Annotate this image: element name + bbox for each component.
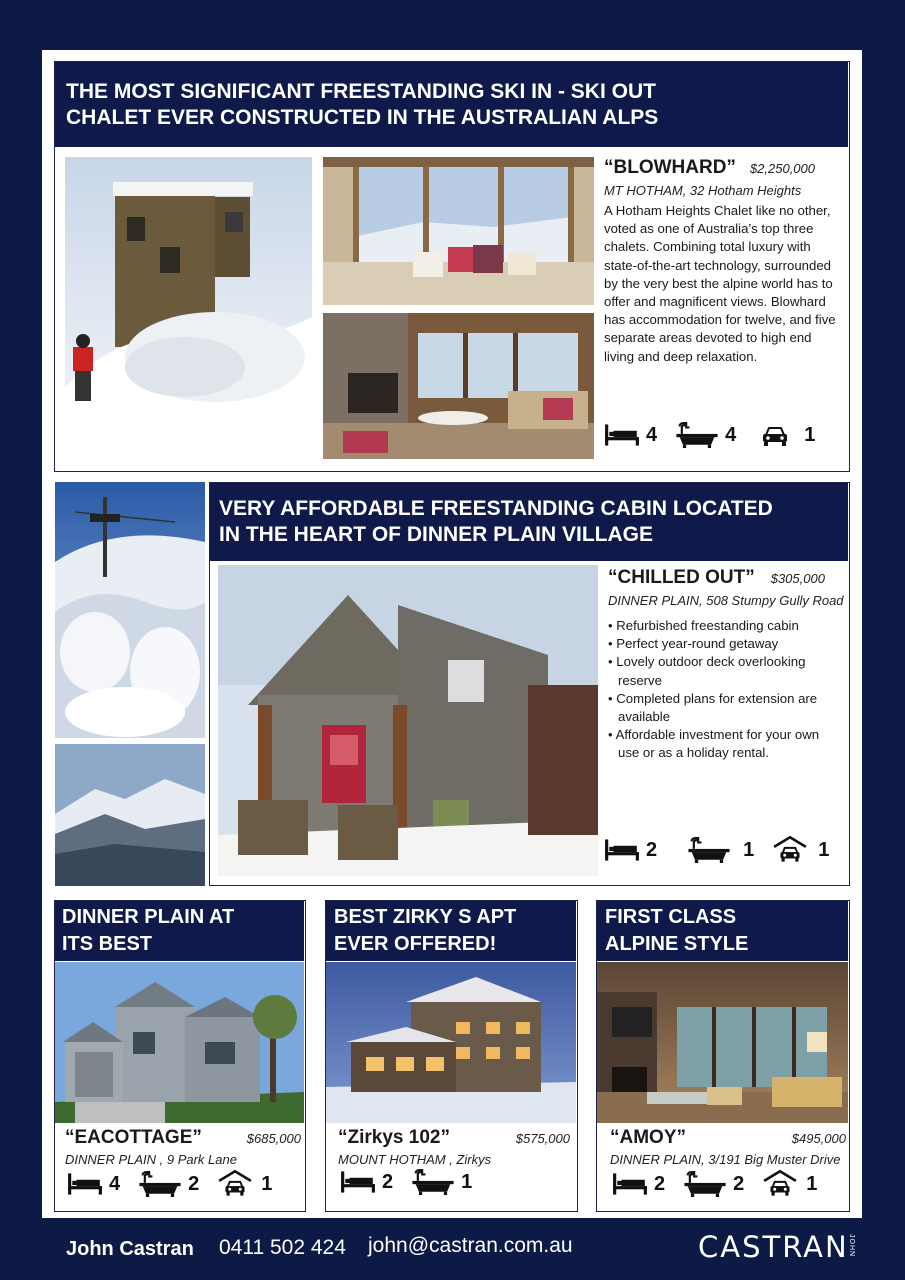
bed-icon — [604, 422, 640, 448]
garage-icon — [762, 1169, 798, 1199]
listing-heading — [55, 901, 304, 961]
baths-feature — [138, 1171, 199, 1197]
beds-count: 2 — [654, 1172, 666, 1195]
cars-count: 1 — [806, 1172, 818, 1195]
car-icon — [760, 422, 790, 448]
castran-logo: CASTRAN — [698, 1230, 849, 1264]
beds-count: 4 — [109, 1172, 121, 1195]
heading-line-1: BEST ZIRKY S APT — [334, 906, 517, 928]
baths-count: 2 — [188, 1172, 200, 1195]
feature-bullet: • Lovely outdoor deck overlooking reserve — [608, 653, 836, 689]
property-name: “CHILLED OUT” — [608, 567, 755, 588]
bath-icon — [683, 1171, 727, 1197]
property-name: “BLOWHARD” — [604, 157, 736, 178]
bath-icon — [687, 837, 731, 863]
bed-icon — [67, 1171, 103, 1197]
cars-count: 1 — [818, 838, 830, 861]
heading-line-1: FIRST CLASS — [605, 906, 737, 928]
chairlift-snow-photo — [55, 482, 205, 738]
property-name: “EACOTTAGE” — [65, 1127, 202, 1148]
property-address: MT HOTHAM, 32 Hotham Heights — [604, 183, 802, 198]
feature-bullet: • Refurbished freestanding cabin — [608, 617, 836, 635]
bed-icon — [612, 1171, 648, 1197]
listing-heading — [597, 901, 848, 961]
property-address: MOUNT HOTHAM , Zirkys — [338, 1152, 492, 1167]
listing-heading — [210, 483, 848, 561]
bed-icon — [604, 837, 640, 863]
amoy-interior-photo — [597, 962, 848, 1123]
baths-feature — [411, 1169, 472, 1195]
beds-count: 4 — [646, 423, 658, 446]
feature-bullet: • Perfect year-round getaway — [608, 635, 836, 653]
baths-count: 4 — [725, 423, 737, 446]
property-price: $2,250,000 — [749, 161, 816, 176]
heading-line-2: EVER OFFERED! — [334, 933, 497, 955]
property-price: $575,000 — [515, 1131, 570, 1146]
castran-logo-sub: JOHN — [848, 1234, 855, 1258]
feature-icons — [340, 1169, 490, 1195]
garage-icon — [772, 835, 808, 865]
property-price: $685,000 — [246, 1131, 301, 1146]
property-address: DINNER PLAIN , 9 Park Lane — [65, 1152, 237, 1167]
snowy-mountains-photo — [55, 744, 205, 886]
cars-feature — [217, 1169, 272, 1199]
eacottage-photo — [55, 962, 304, 1123]
feature-icons — [67, 1169, 290, 1199]
bath-icon — [138, 1171, 182, 1197]
cars-count: 1 — [804, 423, 816, 446]
property-price: $495,000 — [791, 1131, 846, 1146]
zirkys-photo — [326, 962, 576, 1123]
beds-feature — [604, 422, 657, 448]
heading-line-2: IN THE HEART OF DINNER PLAIN VILLAGE — [219, 523, 654, 546]
beds-feature — [604, 837, 657, 863]
listing-heading — [55, 62, 848, 147]
baths-count: 2 — [733, 1172, 745, 1195]
property-name: “Zirkys 102” — [338, 1127, 450, 1148]
fireplace-lounge-photo — [323, 313, 594, 459]
bath-icon — [675, 422, 719, 448]
feature-icons — [604, 835, 847, 865]
beds-feature — [340, 1169, 393, 1195]
property-address: DINNER PLAIN, 3/191 Big Muster Drive — [610, 1152, 841, 1167]
listing-blowhard — [54, 61, 850, 472]
property-address: DINNER PLAIN, 508 Stumpy Gully Road — [608, 593, 844, 608]
heading-line-2: ALPINE STYLE — [605, 933, 749, 955]
beds-feature — [612, 1171, 665, 1197]
agent-footer — [0, 1222, 905, 1280]
cars-feature — [762, 1169, 817, 1199]
baths-feature — [675, 422, 736, 448]
bed-icon — [340, 1169, 376, 1195]
lounge-window-photo — [323, 157, 594, 305]
cars-feature — [760, 422, 815, 448]
feature-bullet: • Completed plans for extension are available — [608, 690, 836, 726]
baths-feature — [687, 837, 754, 863]
listing-heading — [326, 901, 576, 961]
bath-icon — [411, 1169, 455, 1195]
listing-chilled-out — [209, 482, 850, 886]
cars-count: 1 — [261, 1172, 273, 1195]
heading-line-2: ITS BEST — [62, 933, 153, 955]
property-description: A Hotham Heights Chalet like no other, voted as one of Australia’s top three chalets. Combining total luxury with state-of-the-art technology, surrounded by the very best the alpine world has to offer and magnificent views. Blowhard has accommodation for twelve, and five separate areas devoted to high end living and deep relaxation. — [604, 203, 836, 364]
heading-line-1: THE MOST SIGNIFICANT FREESTANDING SKI IN - SKI OUT — [66, 79, 656, 103]
property-name: “AMOY” — [610, 1127, 686, 1148]
baths-count: 1 — [461, 1170, 473, 1193]
heading-line-2: CHALET EVER CONSTRUCTED IN THE AUSTRALIAN ALPS — [66, 105, 659, 129]
cars-feature — [772, 835, 829, 865]
beds-feature — [67, 1171, 120, 1197]
agent-phone[interactable]: 0411 502 424 — [219, 1236, 346, 1259]
cabin-exterior-photo — [218, 565, 598, 876]
agent-name: John Castran — [66, 1238, 194, 1260]
baths-count: 1 — [743, 838, 755, 861]
beds-count: 2 — [646, 838, 658, 861]
property-price: $305,000 — [770, 571, 825, 586]
agent-email[interactable]: john@castran.com.au — [368, 1234, 573, 1257]
feature-icons — [612, 1169, 835, 1199]
heading-line-1: VERY AFFORDABLE FREESTANDING CABIN LOCATED — [219, 497, 773, 520]
feature-bullet: • Affordable investment for your own use or as a holiday rental. — [608, 726, 836, 762]
listing-eacottage — [54, 900, 306, 1212]
listing-zirkys-102 — [325, 900, 578, 1212]
feature-icons — [604, 422, 833, 448]
chalet-exterior-photo — [65, 157, 312, 437]
baths-feature — [683, 1171, 744, 1197]
heading-line-1: DINNER PLAIN AT — [62, 906, 235, 928]
property-features-list — [608, 617, 836, 763]
garage-icon — [217, 1169, 253, 1199]
listing-amoy — [596, 900, 850, 1212]
beds-count: 2 — [382, 1170, 394, 1193]
